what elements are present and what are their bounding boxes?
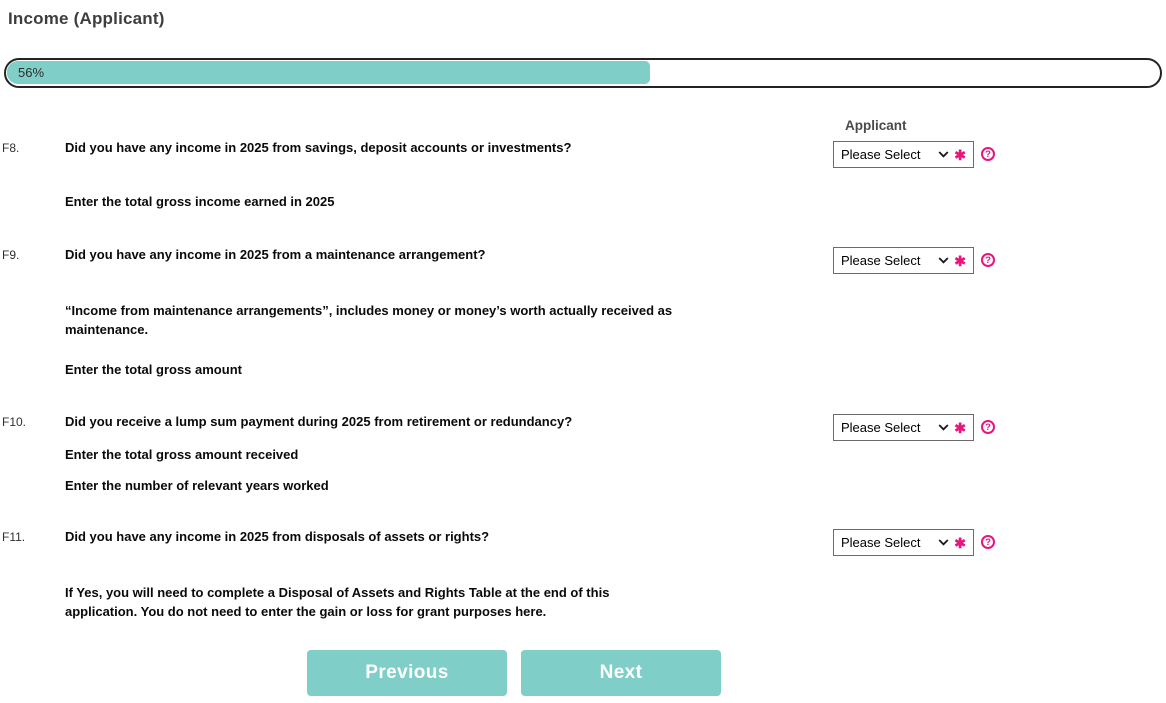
applicant-column-header: Applicant [845, 118, 907, 133]
required-asterisk-icon: ✱ [954, 252, 966, 269]
chevron-down-icon [938, 151, 949, 158]
note-text-f11 [65, 583, 609, 621]
question-number-f10: F10. [2, 415, 27, 429]
note-text-f9 [65, 301, 672, 339]
applicant-select-f10-control[interactable] [841, 420, 933, 435]
question-text-f9: Did you have any income in 2025 from a maintenance arrangement? [65, 247, 486, 262]
question-text-f8: Did you have any income in 2025 from savings, deposit accounts or investments? [65, 140, 572, 155]
question-text-f10: Did you receive a lump sum payment during 2025 from retirement or redundancy? [65, 414, 573, 429]
required-asterisk-icon: ✱ [954, 534, 966, 551]
help-icon-f10[interactable]: ? [981, 420, 995, 434]
chevron-down-icon [938, 424, 949, 431]
page-title: Income (Applicant) [8, 9, 165, 28]
required-asterisk-icon: ✱ [954, 146, 966, 163]
question-number-f11: F11. [2, 530, 26, 544]
progress-fill [7, 61, 650, 84]
applicant-select-f9[interactable] [833, 247, 974, 274]
applicant-select-f11[interactable] [833, 529, 974, 556]
progress-percent-label: 56% [18, 65, 45, 80]
applicant-select-f8-control[interactable] [841, 147, 933, 162]
progress-bar [4, 58, 1162, 88]
note-line: “Income from maintenance arrangements”, includes money or money’s worth actually received as [65, 303, 673, 318]
applicant-select-f9-control[interactable] [841, 253, 933, 268]
question-number-f8: F8. [2, 141, 20, 155]
help-icon-f11[interactable]: ? [981, 535, 995, 549]
chevron-down-icon [938, 539, 949, 546]
help-icon-f8[interactable]: ? [981, 147, 995, 161]
applicant-select-f10[interactable] [833, 414, 974, 441]
instruction-text-f10-a: Enter the total gross amount received [65, 447, 299, 462]
instruction-text-f8: Enter the total gross income earned in 2025 [65, 194, 335, 209]
note-line: If Yes, you will need to complete a Disposal of Assets and Rights Table at the end of this [65, 585, 610, 600]
help-icon-f9[interactable]: ? [981, 253, 995, 267]
required-asterisk-icon: ✱ [954, 419, 966, 436]
question-text-f11: Did you have any income in 2025 from disposals of assets or rights? [65, 529, 490, 544]
note-line: maintenance. [65, 322, 149, 337]
instruction-text-f10-b: Enter the number of relevant years worked [65, 478, 329, 493]
previous-button[interactable]: Previous [307, 650, 507, 696]
note-line: application. You do not need to enter the gain or loss for grant purposes here. [65, 604, 547, 619]
next-button[interactable]: Next [521, 650, 721, 696]
chevron-down-icon [938, 257, 949, 264]
question-number-f9: F9. [2, 248, 20, 262]
instruction-text-f9: Enter the total gross amount [65, 362, 242, 377]
applicant-select-f8[interactable] [833, 141, 974, 168]
applicant-select-f11-control[interactable] [841, 535, 933, 550]
